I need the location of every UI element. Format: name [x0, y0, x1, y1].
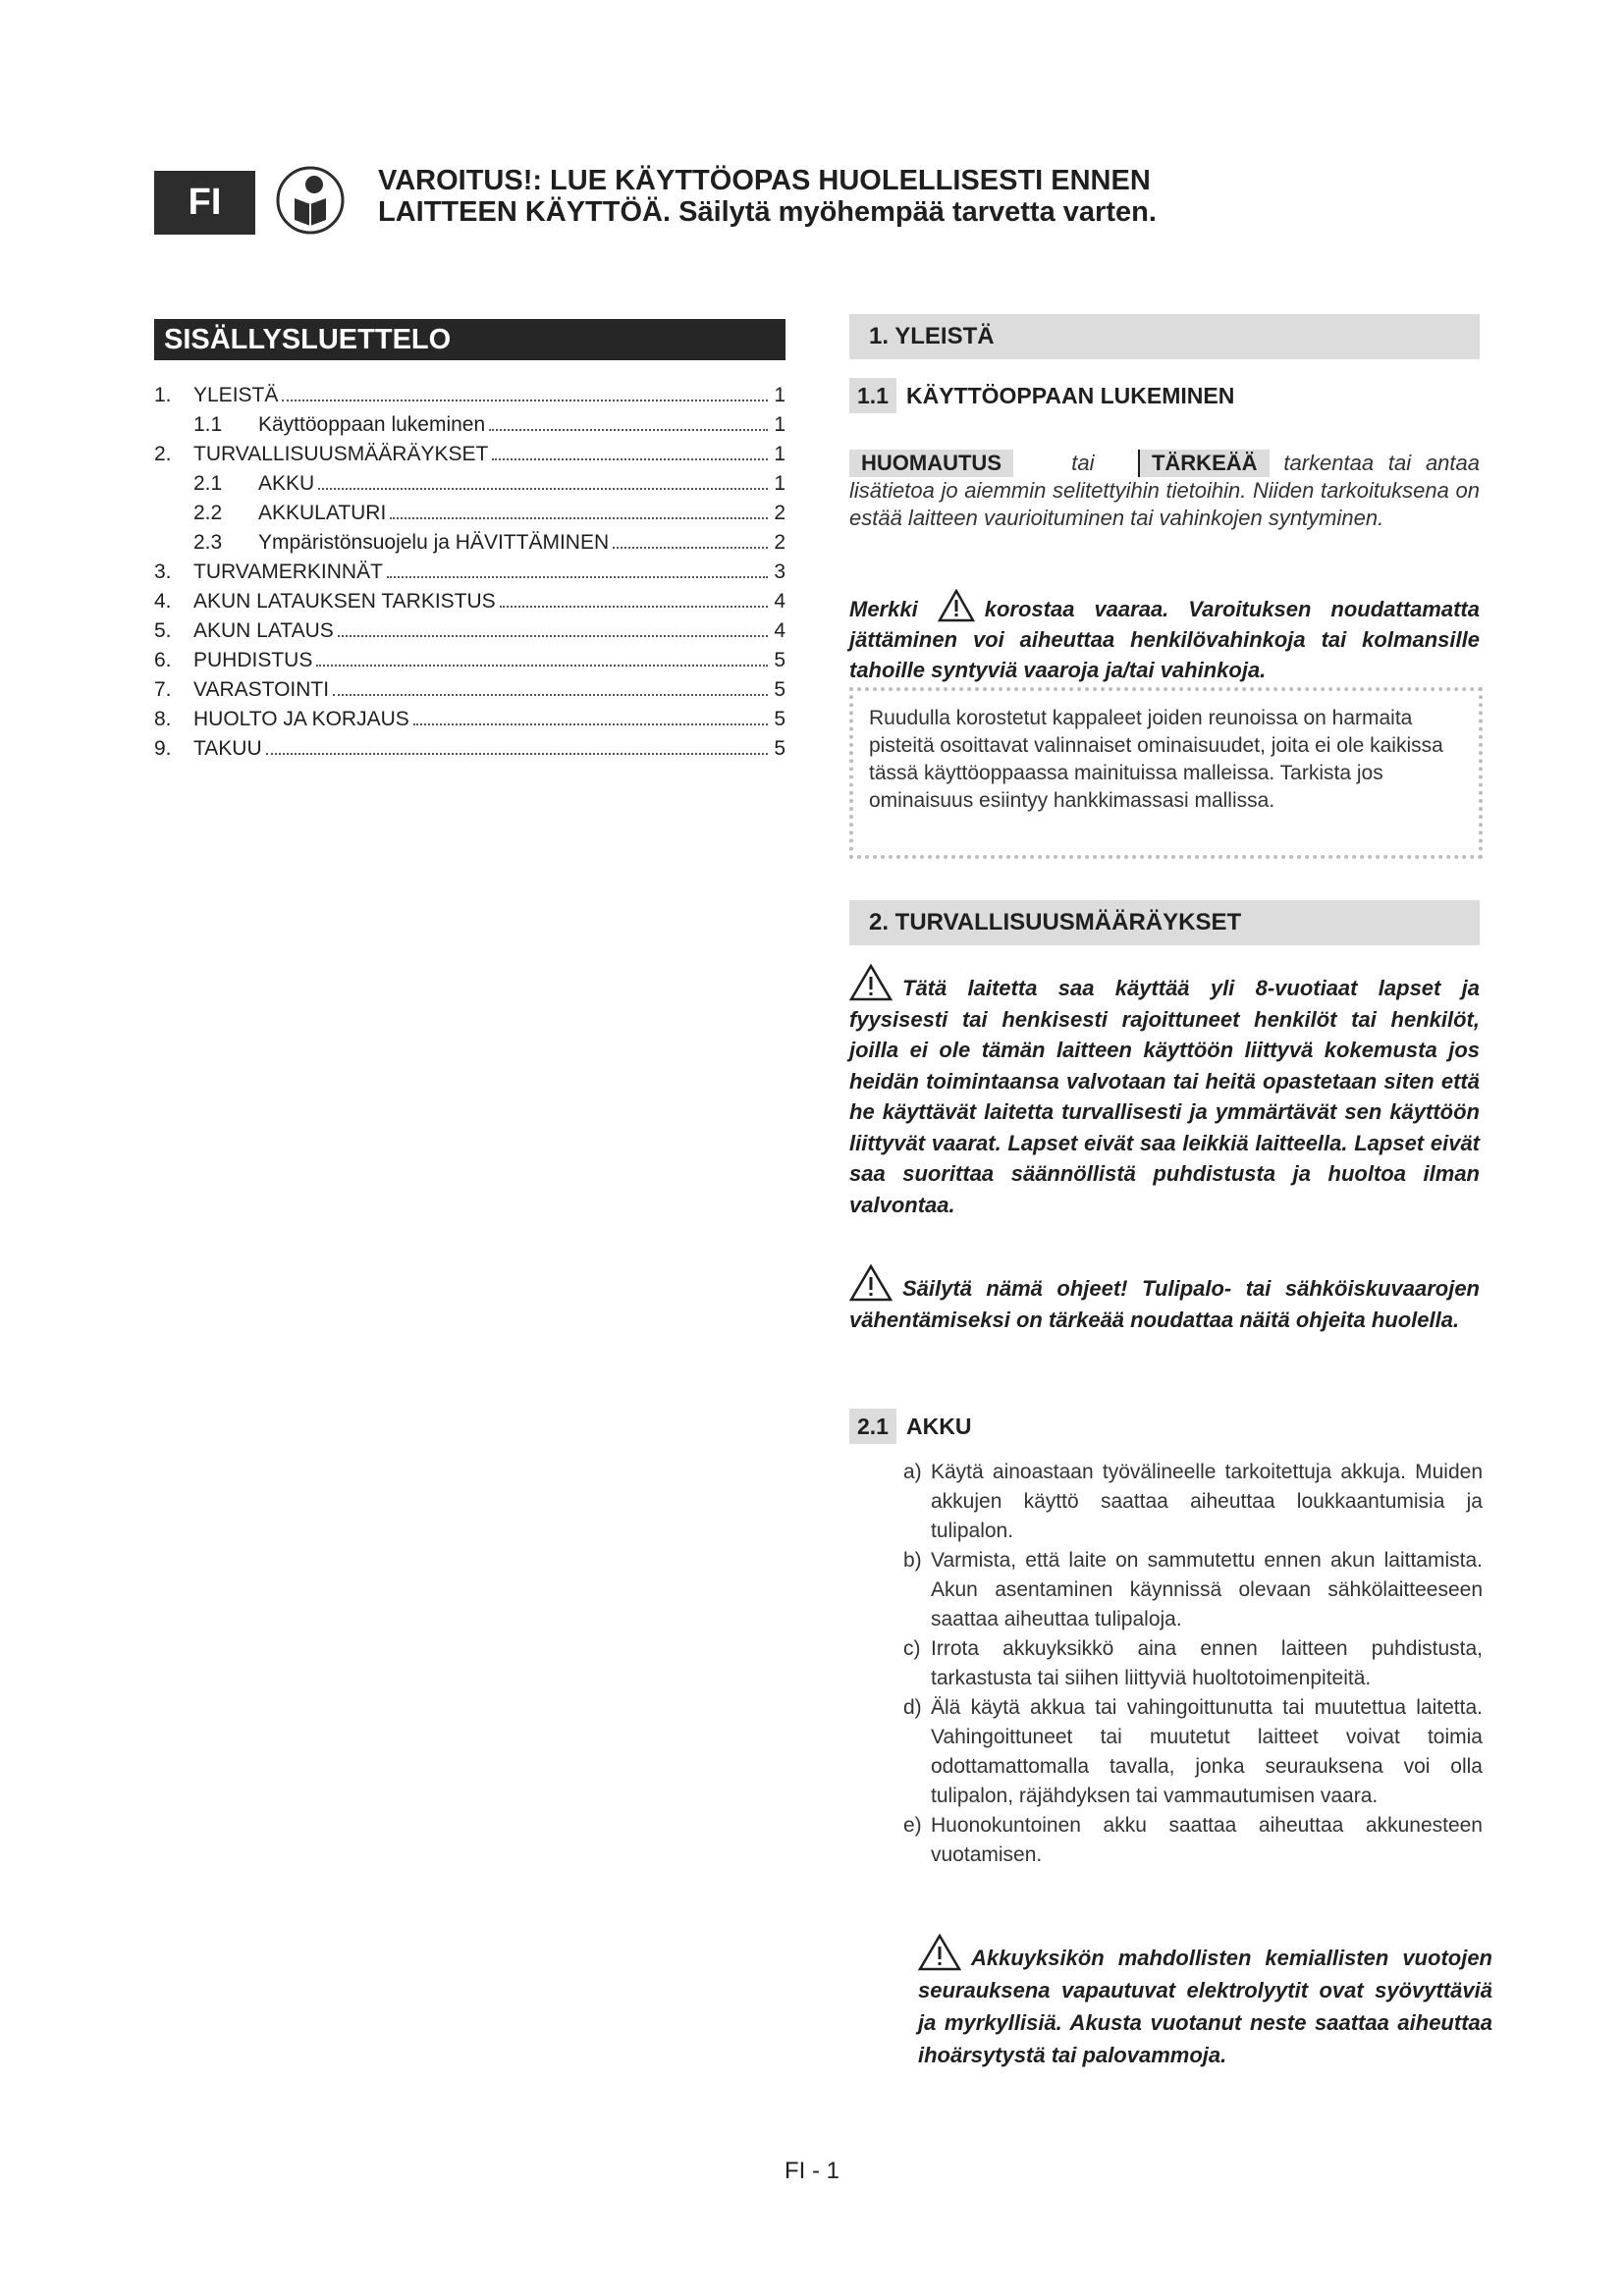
list-item-text: Varmista, että laite on sammutettu ennen akun laittamista. Akun asentaminen käynnissä olevaan sähkölaitteeseen saattaa aiheuttaa tulipaloja. [931, 1549, 1483, 1630]
toc-item [154, 558, 785, 587]
toc-item [154, 381, 785, 410]
list-item-text: Huonokuntoinen akku saattaa aiheuttaa akkunesteen vuotamisen. [931, 1814, 1483, 1866]
toc-item-label: PUHDISTUS [193, 649, 313, 671]
toc-leader-dots [266, 753, 768, 755]
toc-item-number: 3. [154, 561, 172, 583]
toc-leader-dots [500, 606, 768, 608]
warning-triangle-icon [849, 1264, 893, 1302]
note-tag-huomautus: HUOMAUTUS [849, 450, 1013, 477]
note-paragraph [849, 450, 1480, 532]
list-item-text: Käytä ainoastaan työvälineelle tarkoitettuja akkuja. Muiden akkujen käyttö saattaa aiheuttaa loukkaantumisia ja tulipalon. [931, 1461, 1483, 1542]
toc-item-label: Käyttöoppaan lukeminen [258, 413, 486, 436]
toc-item-number: 1. [154, 384, 172, 406]
toc-leader-dots [387, 576, 768, 578]
language-badge: FI [154, 171, 255, 235]
section-2-heading: 2. TURVALLISUUSMÄÄRÄYKSET [849, 900, 1480, 945]
toc-item-number: 1.1 [193, 413, 223, 436]
section-1-1-heading [849, 378, 1234, 413]
optional-feature-text: Ruudulla korostetut kappaleet joiden reunoissa on harmaita pisteitä osoittavat valinnaiset ominaisuudet, joita ei ole kaikissa tässä käyttöoppaassa mainituissa malleissa. Tarkista jos ominaisuus esiintyy hankkimassasi mallissa. [869, 707, 1443, 812]
toc-item-label: TURVALLISUUSMÄÄRÄYKSET [193, 443, 489, 465]
toc-item-number: 2.3 [193, 531, 223, 554]
toc-leader-dots [613, 547, 768, 549]
toc-item-page: 2 [774, 531, 785, 554]
toc-item-page: 5 [774, 649, 785, 671]
toc-item [154, 469, 785, 499]
toc-item-label: AKKULATURI [258, 502, 387, 524]
list-item [903, 1811, 1483, 1870]
toc-title: SISÄLLYSLUETTELO [154, 319, 785, 360]
toc-item [154, 675, 785, 705]
warning-triangle-icon [938, 589, 975, 622]
warning-line-2: LAITTEEN KÄYTTÖÄ. Säilytä myöhempää tarvetta varten. [378, 196, 1157, 228]
toc-item [154, 734, 785, 764]
note-tag-tarkeaa: TÄRKEÄÄ [1138, 450, 1270, 477]
toc-item-label: VARASTOINTI [193, 678, 330, 701]
section-2-1-title: AKKU [905, 1413, 972, 1439]
warning-keep-text: Säilytä nämä ohjeet! Tulipalo- tai sähköiskuvaarojen vähentämiseksi on tärkeää noudattaa näitä ohjeita huolella. [849, 1276, 1480, 1332]
read-manual-icon [275, 165, 346, 236]
toc-item [154, 616, 785, 646]
toc-item-number: 4. [154, 590, 172, 613]
toc-item-page: 5 [774, 737, 785, 760]
toc-leader-dots [316, 665, 768, 667]
toc-item [154, 440, 785, 469]
list-item-marker: d) [903, 1696, 922, 1719]
toc-item [154, 646, 785, 675]
toc-item-number: 2.2 [193, 502, 223, 524]
merkki-pre: Merkki [849, 597, 918, 621]
toc-item-page: 2 [774, 502, 785, 524]
toc-item-number: 2. [154, 443, 172, 465]
toc-leader-dots [390, 517, 768, 519]
toc-item-page: 5 [774, 708, 785, 730]
toc-item-label: TAKUU [193, 737, 262, 760]
list-item [903, 1546, 1483, 1634]
note-tai: tai [1071, 451, 1095, 475]
toc-item-number: 9. [154, 737, 172, 760]
merkki-post: korostaa vaaraa. Varoituksen noudattamatta jättäminen voi aiheuttaa henkilövahinkoja tai kolmansille tahoille syntyviä vaaroja ja/tai vahinkoja. [849, 597, 1480, 682]
toc-item-page: 1 [774, 472, 785, 495]
merkki-paragraph [849, 589, 1480, 685]
list-item [903, 1693, 1483, 1811]
warning-children-text: Tätä laitetta saa käyttää yli 8-vuotiaat lapset ja fyysisesti tai henkisesti rajoittuneet henkilöt tai henkilöt, joilla ei ole tämän laitteen käyttöön liittyvä kokemusta jos heidän toimintaansa valvotaan tai heitä opastetaan siten että he käyttävät laitetta turvallisesti ja ymmärtävät sen käyttöön liittyvät vaarat. Lapset eivät saa leikkiä laitteella. Lapset eivät saa suorittaa säännöllistä puhdistusta ja huoltoa ilman valvontaa. [849, 976, 1480, 1217]
toc-item [154, 499, 785, 528]
page-number: FI - 1 [784, 2158, 839, 2184]
toc-item-number: 2.1 [193, 472, 223, 495]
toc-item-page: 1 [774, 384, 785, 406]
toc-leader-dots [282, 400, 768, 401]
section-2-1-number: 2.1 [849, 1409, 896, 1444]
toc-item-label: AKUN LATAUS [193, 619, 334, 642]
table-of-contents [154, 381, 785, 764]
battery-rules-list [903, 1458, 1483, 1870]
toc-item [154, 410, 785, 440]
toc-leader-dots [413, 723, 768, 725]
list-item [903, 1634, 1483, 1693]
toc-item [154, 705, 785, 734]
toc-item-page: 4 [774, 619, 785, 642]
warning-line-1: VAROITUS!: LUE KÄYTTÖOPAS HUOLELLISESTI ENNEN [378, 165, 1151, 196]
list-item-marker: a) [903, 1461, 922, 1483]
toc-item-page: 1 [774, 413, 785, 436]
warning-children [849, 964, 1480, 1220]
section-1-1-title: KÄYTTÖOPPAAN LUKEMINEN [905, 382, 1235, 408]
toc-item-label: HUOLTO JA KORJAUS [193, 708, 409, 730]
toc-item-number: 7. [154, 678, 172, 701]
list-item-text: Älä käytä akkua tai vahingoittunutta tai muutettua laitetta. Vahingoittuneet tai muutetut laitteet voivat toimia odottamattomalla tavalla, jonka seurauksena voi olla tulipalon, räjähdyksen tai vammautumisen vaara. [931, 1696, 1483, 1807]
toc-item-label: AKKU [258, 472, 315, 495]
optional-feature-box [849, 687, 1483, 859]
toc-item [154, 587, 785, 616]
toc-item-label: Ympäristönsuojelu ja HÄVITTÄMINEN [258, 531, 610, 554]
toc-item-label: AKUN LATAUKSEN TARKISTUS [193, 590, 496, 613]
toc-item-number: 6. [154, 649, 172, 671]
toc-item [154, 528, 785, 558]
section-1-1-number: 1.1 [849, 378, 896, 413]
toc-item-number: 5. [154, 619, 172, 642]
list-item-marker: c) [903, 1637, 921, 1660]
toc-leader-dots [318, 488, 768, 490]
toc-leader-dots [492, 458, 768, 460]
warning-electrolyte [918, 1934, 1492, 2071]
toc-leader-dots [338, 635, 768, 637]
toc-item-page: 1 [774, 443, 785, 465]
warning-electrolyte-text: Akkuyksikön mahdollisten kemiallisten vuotojen seurauksena vapautuvat elektrolyytit ovat syövyttäviä ja myrkyllisiä. Akusta vuotanut neste saattaa aiheuttaa ihoärsytystä tai palovammoja. [918, 1946, 1492, 2067]
toc-item-page: 5 [774, 678, 785, 701]
note-text: tarkentaa tai antaa lisätietoa jo aiemmin selitettyihin tietoihin. Niiden tarkoituksena on estää laitteen vaurioituminen tai vahinkojen syntyminen. [849, 451, 1481, 530]
list-item-marker: e) [903, 1814, 922, 1837]
section-1-heading: 1. YLEISTÄ [849, 314, 1480, 359]
toc-item-label: YLEISTÄ [193, 384, 279, 406]
toc-leader-dots [489, 429, 768, 431]
toc-item-number: 8. [154, 708, 172, 730]
section-2-1-heading [849, 1409, 971, 1444]
list-item-marker: b) [903, 1549, 922, 1572]
warning-keep-instructions [849, 1264, 1480, 1335]
toc-item-label: TURVAMERKINNÄT [193, 561, 383, 583]
toc-leader-dots [333, 694, 768, 696]
warning-triangle-icon [918, 1934, 961, 1971]
toc-item-page: 4 [774, 590, 785, 613]
warning-triangle-icon [849, 964, 893, 1001]
toc-item-page: 3 [774, 561, 785, 583]
list-item-text: Irrota akkuyksikkö aina ennen laitteen puhdistusta, tarkastusta tai siihen liittyviä huoltotoimenpiteitä. [931, 1637, 1483, 1689]
list-item [903, 1458, 1483, 1546]
warning-heading [378, 165, 1157, 228]
